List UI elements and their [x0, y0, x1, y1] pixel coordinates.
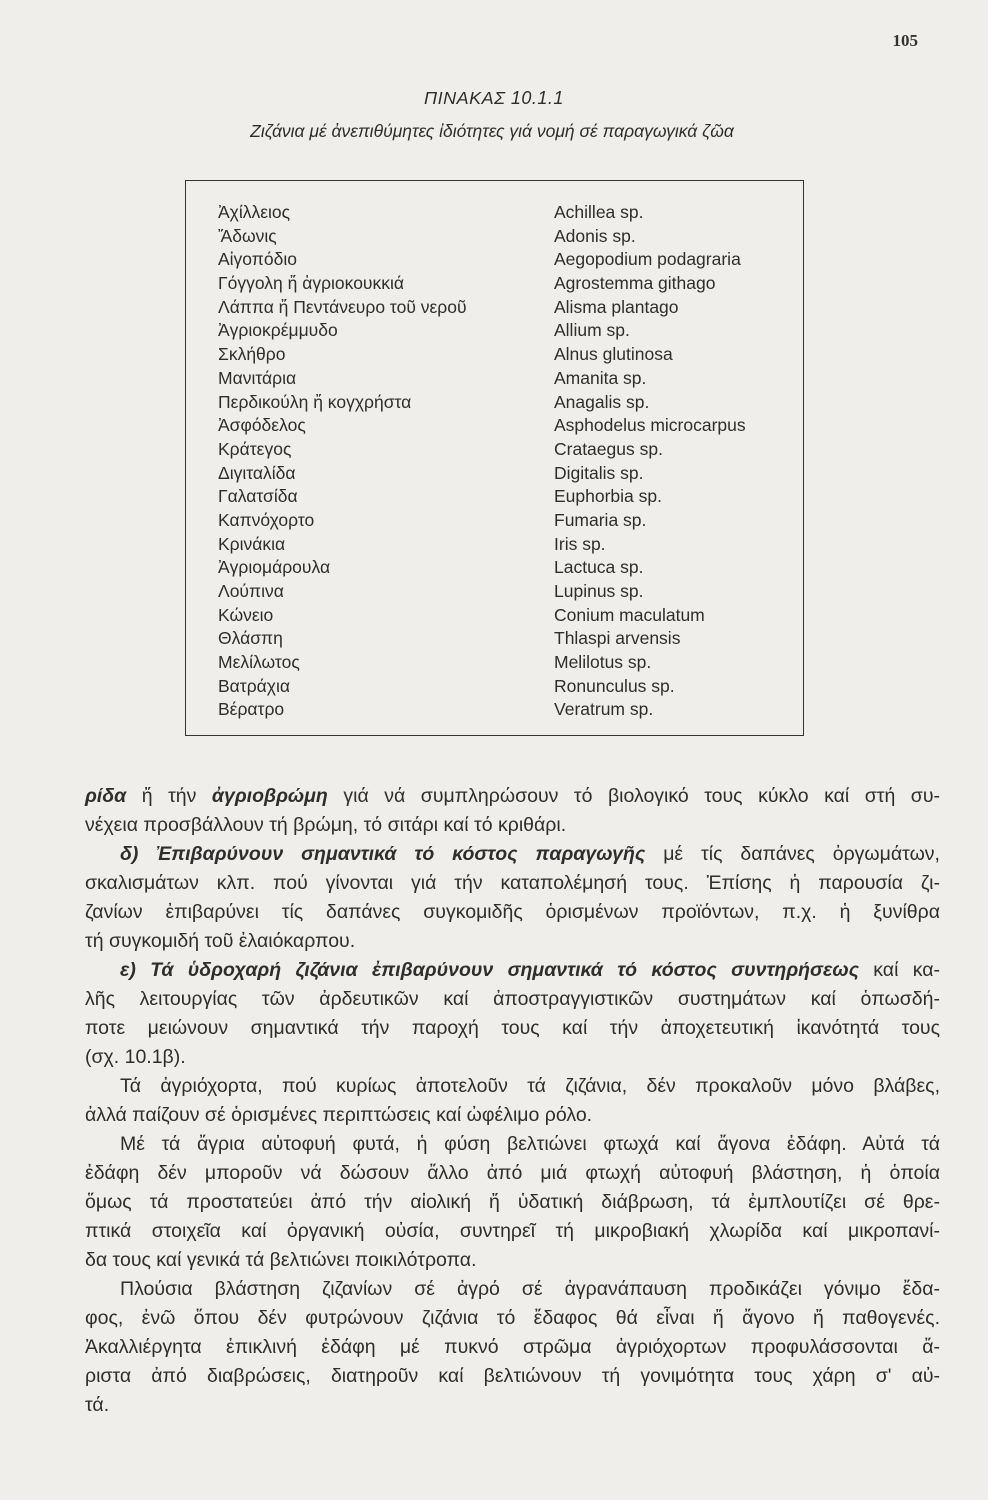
table-row [186, 414, 803, 438]
greek-name: Σκλήθρο [218, 344, 286, 365]
text-span: Τά ἀγριόχορτα, πού κυρίως ἀποτελοῦν τά ζιζάνια, δέν προκαλοῦν μόνο βλάβες, [120, 1075, 940, 1097]
emphasis: ρίδα [85, 785, 127, 807]
greek-name: Βατράχια [218, 675, 290, 696]
latin-name: Alnus glutinosa [554, 344, 673, 365]
greek-name: Ἄδωνις [218, 225, 277, 246]
text-line [85, 1130, 940, 1159]
text-span: καί κα- [858, 959, 940, 981]
text-line [85, 985, 940, 1014]
text-line [85, 1246, 940, 1275]
table-row [186, 201, 803, 225]
latin-name: Amanita sp. [554, 367, 647, 388]
table-row [186, 438, 803, 462]
latin-name: Aegopodium podagraria [554, 249, 741, 270]
text-span: Ἀκαλλιέργητα ἐπικλινή ἐδάφη μέ πυκνό στρῶμα ἀγριόχορτων προφυλάσσονται ἄ- [85, 1336, 940, 1358]
text-span: ἀλλά παίζουν σέ ὁρισμένες περιπτώσεις καί ὠφέλιμο ρόλο. [85, 1104, 593, 1126]
latin-name: Adonis sp. [554, 225, 636, 246]
table-row [186, 462, 803, 486]
latin-name: Veratrum sp. [554, 699, 654, 720]
greek-name: Λάππα ἤ Πεντάνευρο τοῦ νεροῦ [218, 296, 467, 317]
text-line [85, 927, 940, 956]
table-row [186, 604, 803, 628]
greek-name: Ἀγριομάρουλα [218, 557, 331, 578]
greek-name: Βέρατρο [218, 699, 285, 720]
latin-name: Achillea sp. [554, 202, 644, 222]
text-line [85, 1362, 940, 1391]
latin-name: Melilotus sp. [554, 652, 652, 673]
greek-name: Ἀχίλλειος [218, 202, 291, 222]
body-text [85, 782, 940, 1420]
text-line [85, 1101, 940, 1130]
table-row [186, 225, 803, 249]
text-line [85, 1072, 940, 1101]
emphasis: ε) Τά ὑδροχαρή ζιζάνια ἐπιβαρύνουν σημαντικά τό κόστος συντηρήσεως [120, 959, 859, 981]
text-span: τή συγκομιδή τοῦ ἐλαιόκαρπου. [85, 930, 356, 952]
table-rows [186, 201, 803, 722]
table-row [186, 698, 803, 722]
text-span: ριστα ἀπό διαβρώσεις, διατηροῦν καί βελτιώνουν τή γονιμότητα τους χάρη σ' αὐ- [85, 1365, 940, 1387]
text-line [85, 1333, 940, 1362]
latin-name: Agrostemma githago [554, 273, 716, 294]
text-span: ζανίων ἐπιβαρύνει τίς δαπάνες συγκομιδῆς ὁρισμένων προϊόντων, π.χ. ἡ ξυνίθρα [85, 901, 940, 923]
text-line [85, 811, 940, 840]
greek-name: Θλάσπη [218, 628, 283, 649]
text-span: γιά νά συμπληρώσουν τό βιολογικό τους κύκλο καί στή συ- [327, 785, 940, 807]
text-line [85, 840, 940, 869]
text-line [85, 1391, 940, 1420]
latin-name: Lupinus sp. [554, 581, 644, 601]
latin-name: Iris sp. [554, 533, 606, 554]
table-row [186, 556, 803, 580]
text-span: πτικά στοιχεῖα καί ὀργανική οὐσία, συντηρεῖ τή μικροβιακή χλωρίδα καί μικροπανί- [85, 1220, 940, 1242]
text-span: Μέ τά ἄγρια αὐτοφυή φυτά, ἡ φύση βελτιώνει φτωχά καί ἄγονα ἐδάφη. Αὐτά τά [120, 1133, 940, 1155]
text-span: ποτε μειώνουν σημαντικά τήν παροχή τους καί τήν ἀποχετευτική ἱκανότητά τους [85, 1017, 940, 1039]
text-line [85, 1188, 940, 1217]
table-row [186, 580, 803, 604]
latin-name: Thlaspi arvensis [554, 628, 681, 649]
greek-name: Ἀσφόδελος [218, 415, 306, 436]
text-span: λῆς λειτουργίας τῶν ἀρδευτικῶν καί ἀποστραγγιστικῶν συστημάτων καί ὁπωσδή- [85, 988, 940, 1010]
table-title: ΠΙΝΑΚΑΣ 10.1.1 [424, 88, 564, 108]
text-line [85, 869, 940, 898]
table-row [186, 627, 803, 651]
latin-name: Ronunculus sp. [554, 675, 675, 696]
table-row [186, 533, 803, 557]
latin-name: Fumaria sp. [554, 509, 647, 530]
text-span: Πλούσια βλάστηση ζιζανίων σέ ἀγρό σέ ἀγρανάπαυση προδικάζει γόνιμο ἔδα- [120, 1278, 940, 1300]
table-row [186, 367, 803, 391]
greek-name: Ἀγριοκρέμμυδο [218, 320, 338, 341]
text-span: δα τους καί γενικά τά βελτιώνει ποικιλότροπα. [85, 1249, 477, 1271]
emphasis: δ) Ἐπιβαρύνουν σημαντικά τό κόστος παραγωγῆς [120, 843, 646, 865]
latin-name: Euphorbia sp. [554, 486, 662, 507]
table-row [186, 651, 803, 675]
greek-name: Μανιτάρια [218, 367, 297, 388]
table-row [186, 319, 803, 343]
text-line [85, 1159, 940, 1188]
text-line [85, 956, 940, 985]
greek-name: Λούπινα [218, 581, 284, 601]
table-row [186, 485, 803, 509]
latin-name: Crataegus sp. [554, 438, 663, 459]
table-row [186, 509, 803, 533]
text-span: νέχεια προσβάλλουν τή βρώμη, τό σιτάρι καί τό κριθάρι. [85, 814, 567, 836]
text-span: μέ τίς δαπάνες ὀργωμάτων, [645, 843, 940, 865]
greek-name: Γόγγολη ἤ ἀγριοκουκκιά [218, 273, 404, 294]
latin-name: Conium maculatum [554, 604, 705, 625]
greek-name: Κώνειο [218, 604, 274, 625]
text-span: τά. [85, 1394, 110, 1416]
greek-name: Αἰγοπόδιο [218, 249, 297, 270]
text-span: σκαλισμάτων κλπ. πού γίνονται γιά τήν καταπολέμησή τους. Ἐπίσης ἡ παρουσία ζι- [85, 872, 940, 894]
table-caption: Ζιζάνια μέ ἀνεπιθύμητες ἰδιότητες γιά νομή σέ παραγωγικά ζῶα [250, 121, 734, 141]
greek-name: Μελίλωτος [218, 652, 300, 673]
weed-table [185, 180, 804, 736]
text-span: ἤ τήν [126, 785, 212, 807]
text-line [85, 1043, 940, 1072]
latin-name: Alisma plantago [554, 296, 679, 317]
text-span: φος, ἐνῶ ὅπου δέν φυτρώνουν ζιζάνια τό ἔδαφος θά εἶναι ἤ ἄγονο ἤ παθογενές. [85, 1307, 940, 1329]
table-row [186, 343, 803, 367]
table-row [186, 272, 803, 296]
greek-name: Διγιταλίδα [218, 462, 296, 483]
latin-name: Digitalis sp. [554, 462, 644, 483]
greek-name: Κρινάκια [218, 533, 286, 554]
table-row [186, 296, 803, 320]
greek-name: Γαλατσίδα [218, 486, 298, 507]
table-row [186, 391, 803, 415]
greek-name: Περδικούλη ἤ κογχρήστα [218, 391, 412, 412]
latin-name: Lactuca sp. [554, 557, 644, 578]
text-line [85, 1217, 940, 1246]
latin-name: Allium sp. [554, 320, 630, 341]
text-line [85, 782, 940, 811]
text-line [85, 1014, 940, 1043]
page-number: 105 [892, 31, 918, 50]
latin-name: Anagalis sp. [554, 391, 650, 412]
table-row [186, 675, 803, 699]
text-span: ὅμως τά προστατεύει ἀπό τήν αἰολική ἤ ὑδατική διάβρωση, τά ἐμπλουτίζει σέ θρε- [85, 1191, 940, 1213]
greek-name: Κράτεγος [218, 438, 292, 459]
text-span: ἐδάφη δέν μποροῦν νά δώσουν ἄλλο ἀπό μιά φτωχή αὐτοφυή βλάστηση, ἡ ὁποία [85, 1162, 940, 1184]
text-line [85, 1304, 940, 1333]
greek-name: Καπνόχορτο [218, 509, 315, 530]
text-span: (σχ. 10.1β). [85, 1046, 186, 1068]
table-row [186, 248, 803, 272]
latin-name: Asphodelus microcarpus [554, 415, 746, 436]
text-line [85, 898, 940, 927]
text-line [85, 1275, 940, 1304]
emphasis: ἀγριοβρώμη [211, 785, 328, 807]
